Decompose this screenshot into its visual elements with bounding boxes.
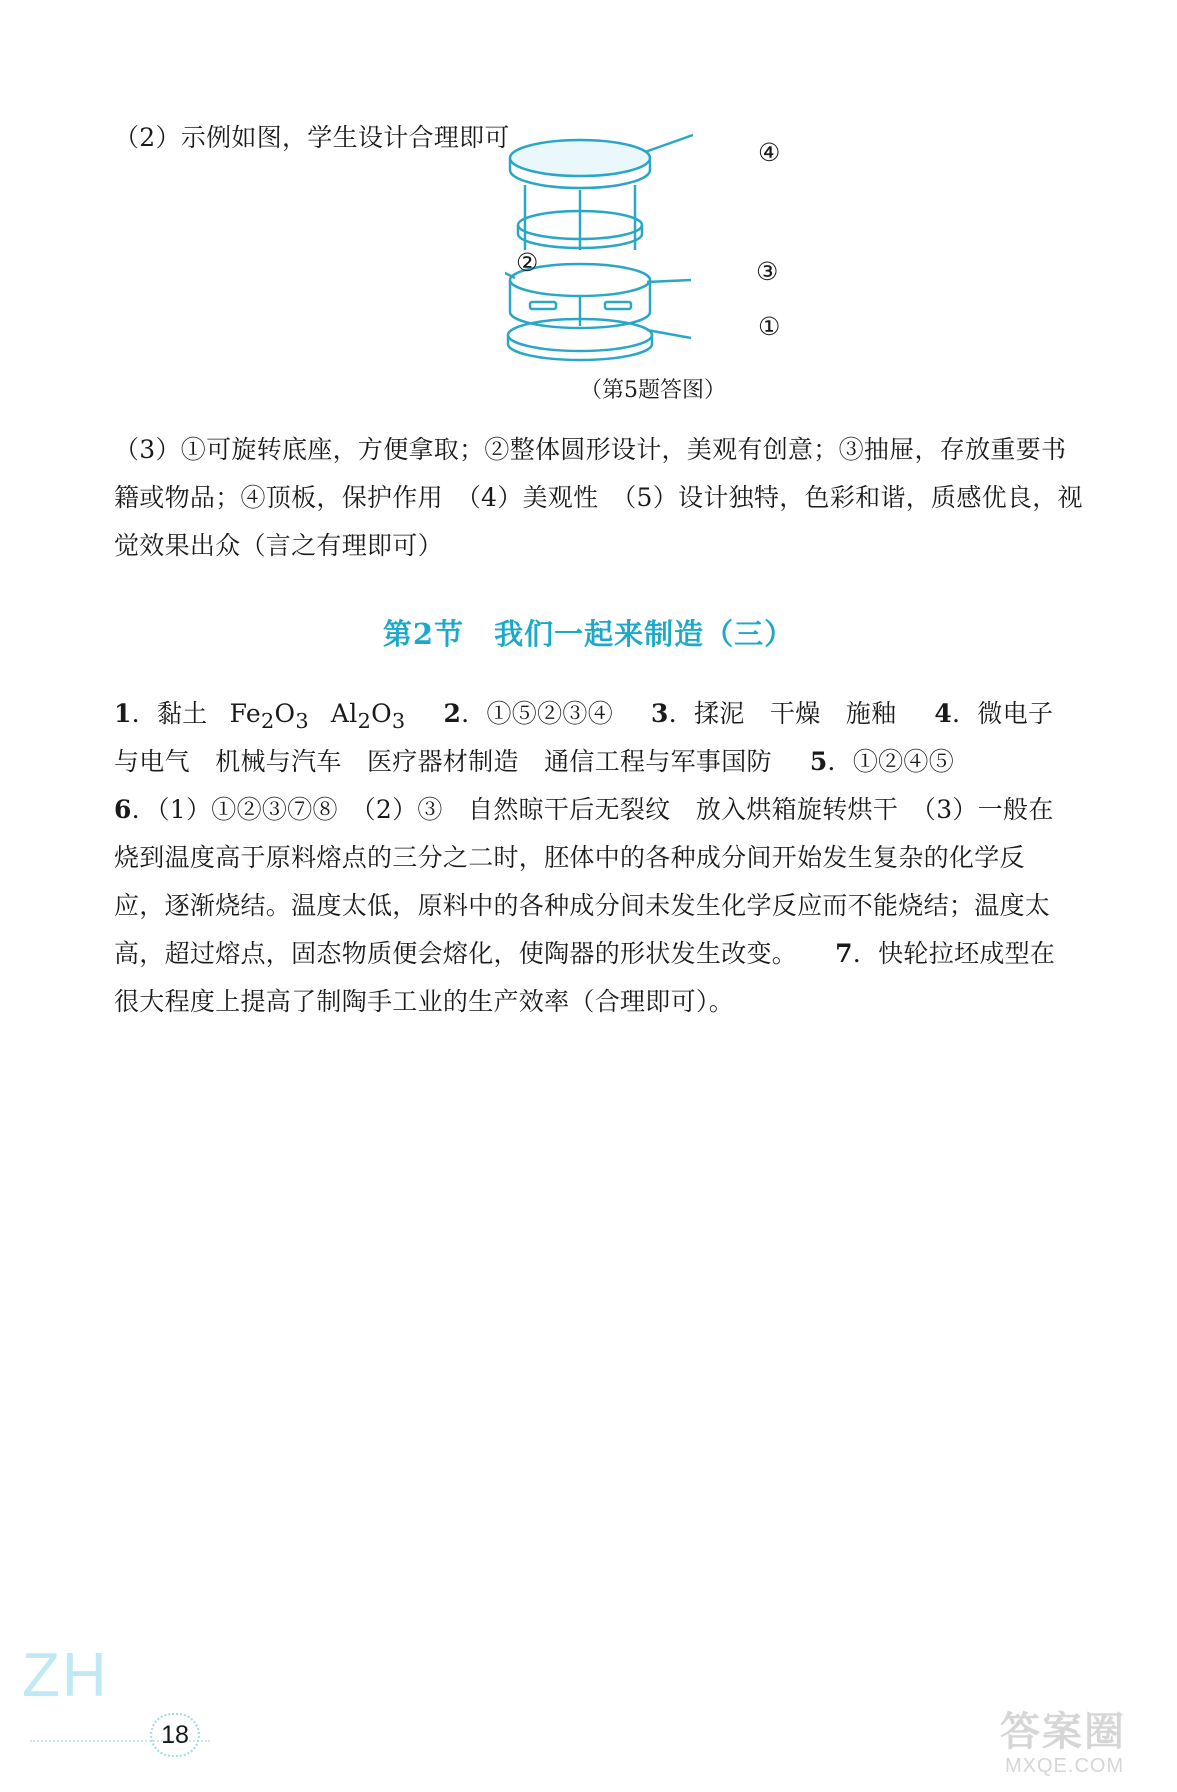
answer-2-number: 2 <box>443 699 462 728</box>
q5-3-line-1: （3）①可旋转底座，方便拿取；②整体圆形设计，美观有创意；③抽屉，存放重要书 <box>114 435 1067 464</box>
al2o3-sub-2: 3 <box>391 709 406 733</box>
q5-3-line-3: 觉效果出众（言之有理即可） <box>114 531 443 560</box>
answers-line-3 <box>114 790 1054 826</box>
fe2o3-o: O <box>274 699 296 728</box>
answer-3-number: 3 <box>651 699 669 728</box>
answers-line-7: 很大程度上提高了制陶手工业的生产效率（合理即可）。 <box>114 987 735 1016</box>
label-4: ④ <box>758 138 781 167</box>
zh-logo: ZH <box>22 1641 109 1710</box>
al2o3-sub-1: 2 <box>357 709 372 733</box>
section-title: 第2节 我们一起来制造（三） <box>382 617 795 651</box>
answer-6-end: 高，超过熔点，固态物质便会熔化，使陶器的形状发生改变。 <box>114 939 798 968</box>
answer-5-number: 5 <box>809 747 828 776</box>
answers-line-6 <box>114 934 1055 970</box>
answer-4-text: ．微电子 <box>952 699 1054 728</box>
fe2o3-sub-2: 3 <box>295 709 309 733</box>
answer-2-text: ．①⑤②③④ <box>461 699 613 728</box>
answer-7-number: 7 <box>835 939 853 968</box>
fe2o3-sub-1: 2 <box>260 709 275 733</box>
answers-line-2 <box>114 742 954 778</box>
watermark-url: MXQE.COM <box>1005 1755 1125 1777</box>
label-2: ② <box>516 248 539 277</box>
q5-2-text: （2）示例如图，学生设计合理即可 <box>114 123 510 152</box>
answer-4-continued: 与电气 机械与汽车 医疗器材制造 通信工程与军事国防 <box>114 747 772 776</box>
answer-1-number: 1 <box>114 699 132 728</box>
al2o3-al: Al <box>330 699 358 728</box>
al2o3-o: O <box>371 699 392 728</box>
answer-1-text: ．黏土 <box>131 699 208 728</box>
label-1: ① <box>758 312 781 341</box>
page-number: 18 <box>150 1713 200 1757</box>
answer-6-number: 6 <box>114 795 132 824</box>
answers-line-5: 应，逐渐烧结。温度太低，原料中的各种成分间未发生化学反应而不能烧结；温度太 <box>114 891 1051 920</box>
fe2o3-fe: Fe <box>229 699 261 728</box>
answers-line-4: 烧到温度高于原料熔点的三分之二时，胚体中的各种成分间开始发生复杂的化学反 <box>114 843 1025 872</box>
label-3: ③ <box>756 257 779 286</box>
answer-7-text: ．快轮拉坯成型在 <box>852 939 1056 968</box>
answer-5-text: ．①②④⑤ <box>827 747 955 776</box>
answer-3-text: ．揉泥 干燥 施釉 <box>668 699 897 728</box>
answer-6-text: ．（1）①②③⑦⑧ （2）③ 自然晾干后无裂纹 放入烘箱旋转烘干 （3）一般在 <box>131 795 1054 824</box>
q5-3-line-2: 籍或物品；④顶板，保护作用 （4）美观性 （5）设计独特，色彩和谐，质感优良，视 <box>114 483 1083 512</box>
answers-line-1 <box>114 694 1053 733</box>
answer-4-number: 4 <box>934 699 953 728</box>
figure-caption: （第5题答图） <box>580 378 726 403</box>
watermark-logo: 答案圈 <box>1000 1710 1126 1754</box>
